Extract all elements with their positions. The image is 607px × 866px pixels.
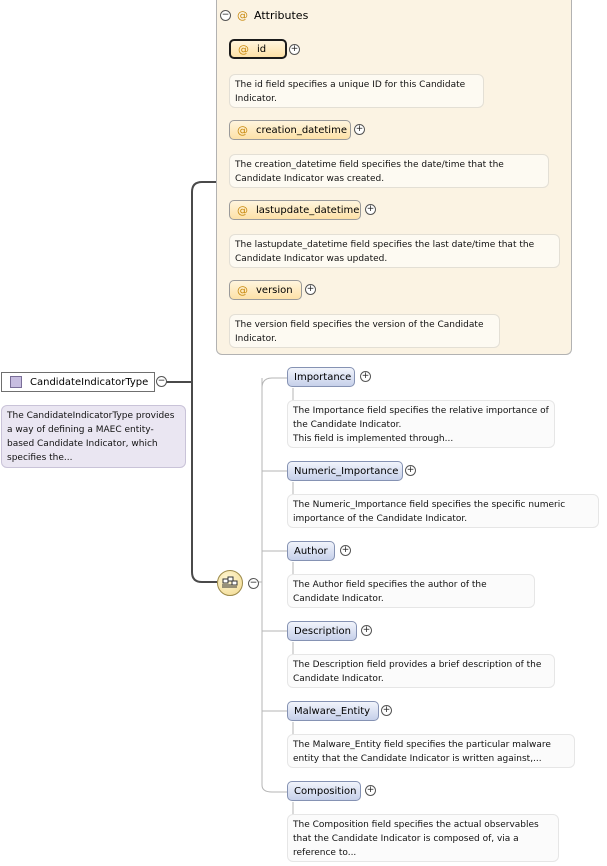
attribute-description: The id field specifies a unique ID for this Candidate Indicator. <box>229 74 484 108</box>
expand-icon[interactable]: + <box>355 124 364 134</box>
element-node-importance[interactable]: Importance <box>287 367 355 387</box>
description-line: This field is implemented through... <box>293 434 454 444</box>
expand-icon[interactable]: + <box>382 705 391 715</box>
collapse-icon[interactable]: − <box>157 376 166 386</box>
attribute-name: lastupdate_datetime <box>256 204 360 216</box>
attribute-node-lastupdate-datetime[interactable] <box>229 200 361 220</box>
expand-icon[interactable]: + <box>306 284 315 294</box>
element-node-malware-entity[interactable]: Malware_Entity <box>287 701 379 721</box>
attribute-node-id[interactable] <box>229 39 287 59</box>
expand-icon[interactable]: + <box>290 44 299 54</box>
expand-icon[interactable]: + <box>366 204 375 214</box>
attribute-icon: @ <box>237 283 248 297</box>
attribute-icon: @ <box>237 8 248 22</box>
attribute-name: id <box>257 43 267 55</box>
description-line: The Importance field specifies the relative importance of the Candidate Indicator. <box>293 406 549 430</box>
description-line: The Description field provides a brief description of the Candidate Indicator. <box>293 660 542 684</box>
attribute-description: The lastupdate_datetime field specifies the last date/time that the Candidate Indicator was updated. <box>229 234 560 268</box>
collapse-icon[interactable]: − <box>221 9 230 20</box>
attribute-node-creation-datetime[interactable] <box>229 120 351 140</box>
root-type-label: CandidateIndicatorType <box>30 376 149 388</box>
complex-type-icon <box>10 376 22 388</box>
sequence-icon[interactable] <box>217 570 243 596</box>
element-description <box>287 814 559 862</box>
element-description <box>287 574 535 608</box>
attributes-header[interactable] <box>220 8 308 22</box>
root-type-description: The CandidateIndicatorType provides a way of defining a MAEC entity-based Candidate Indicator, which specifies the... <box>1 405 186 468</box>
description-line: The Author field specifies the author of the Candidate Indicator. <box>293 580 487 604</box>
attributes-title: Attributes <box>254 8 309 22</box>
collapse-icon[interactable]: − <box>249 578 258 588</box>
element-description <box>287 400 555 448</box>
description-line: The Numeric_Importance field specifies the specific numeric importance of the Candidate Indicator. <box>293 500 566 524</box>
element-node-numeric-importance[interactable]: Numeric_Importance <box>287 461 403 481</box>
element-description <box>287 494 599 528</box>
attribute-icon: @ <box>237 123 248 137</box>
attribute-name: creation_datetime <box>256 124 347 136</box>
attribute-icon: @ <box>237 203 248 217</box>
element-node-composition[interactable]: Composition <box>287 781 361 801</box>
element-node-author[interactable]: Author <box>287 541 335 561</box>
expand-icon[interactable]: + <box>366 785 375 795</box>
root-type-node[interactable] <box>1 372 155 392</box>
attribute-node-version[interactable] <box>229 280 302 300</box>
attribute-description: The version field specifies the version of the Candidate Indicator. <box>229 314 500 348</box>
attribute-icon: @ <box>238 42 249 56</box>
description-line: The Malware_Entity field specifies the particular malware entity that the Candidate Indicator is written against,... <box>293 740 551 764</box>
expand-icon[interactable]: + <box>341 545 350 555</box>
description-line: The Composition field specifies the actual observables that the Candidate Indicator is composed of, via a reference to... <box>293 820 539 858</box>
expand-icon[interactable]: + <box>361 371 370 381</box>
element-description <box>287 734 575 768</box>
expand-icon[interactable]: + <box>362 625 371 635</box>
element-description <box>287 654 555 688</box>
attribute-name: version <box>256 284 293 296</box>
attribute-description: The creation_datetime field specifies the date/time that the Candidate Indicator was created. <box>229 154 549 188</box>
element-node-description[interactable]: Description <box>287 621 357 641</box>
expand-icon[interactable]: + <box>406 465 415 475</box>
